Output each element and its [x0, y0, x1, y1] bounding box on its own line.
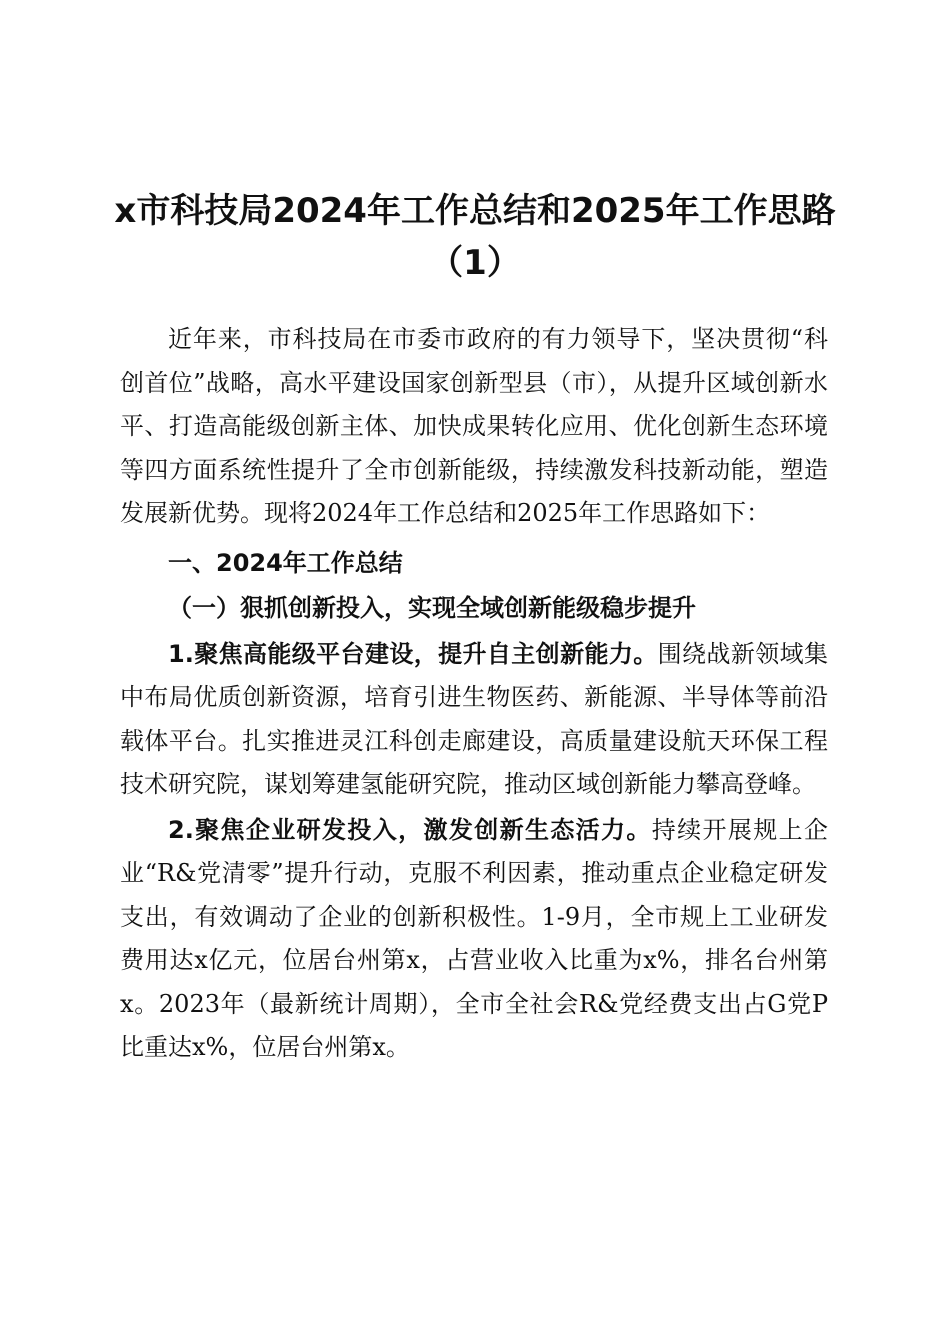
list-item	[120, 633, 828, 807]
item-text: 持续开展规上企业“R&党清零”提升行动，克服不利因素，推动重点企业稳定研发支出，有效调动了企业的创新积极性。1-9月，全市规上工业研发费用达x亿元，位居台州第x，占营业收入比重为x%，排名台州第x。2023年（最新统计周期），全市全社会R&党经费支出占G党P比重达x%，位居台州第x。	[120, 815, 828, 1061]
section-heading: 一、2024年工作总结	[168, 548, 403, 577]
item-lead: 1.聚焦高能级平台建设，提升自主创新能力。	[168, 639, 658, 668]
item-lead: 2.聚焦企业研发投入，激发创新生态活力。	[168, 815, 652, 844]
intro-paragraph: 近年来，市科技局在市委市政府的有力领导下，坚决贯彻“科创首位”战略，高水平建设国家创新型县（市），从提升区域创新水平、打造高能级创新主体、加快成果转化应用、优化创新生态环境等四方面系统性提升了全市创新能级，持续激发科技新动能，塑造发展新优势。现将2024年工作总结和2025年工作思路如下：	[120, 325, 828, 527]
item-text: 围绕战新领域集中布局优质创新资源，培育引进生物医药、新能源、半导体等前沿载体平台。扎实推进灵江科创走廊建设，高质量建设航天环保工程技术研究院，谋划筹建氢能研究院，推动区域创新能力攀高登峰。	[120, 639, 828, 798]
document-body	[120, 318, 828, 1070]
subsection-heading: （一）狠抓创新投入，实现全域创新能级稳步提升	[168, 594, 696, 622]
document-title: x市科技局2024年工作总结和2025年工作思路（1）	[114, 191, 836, 283]
list-item	[120, 809, 828, 1070]
